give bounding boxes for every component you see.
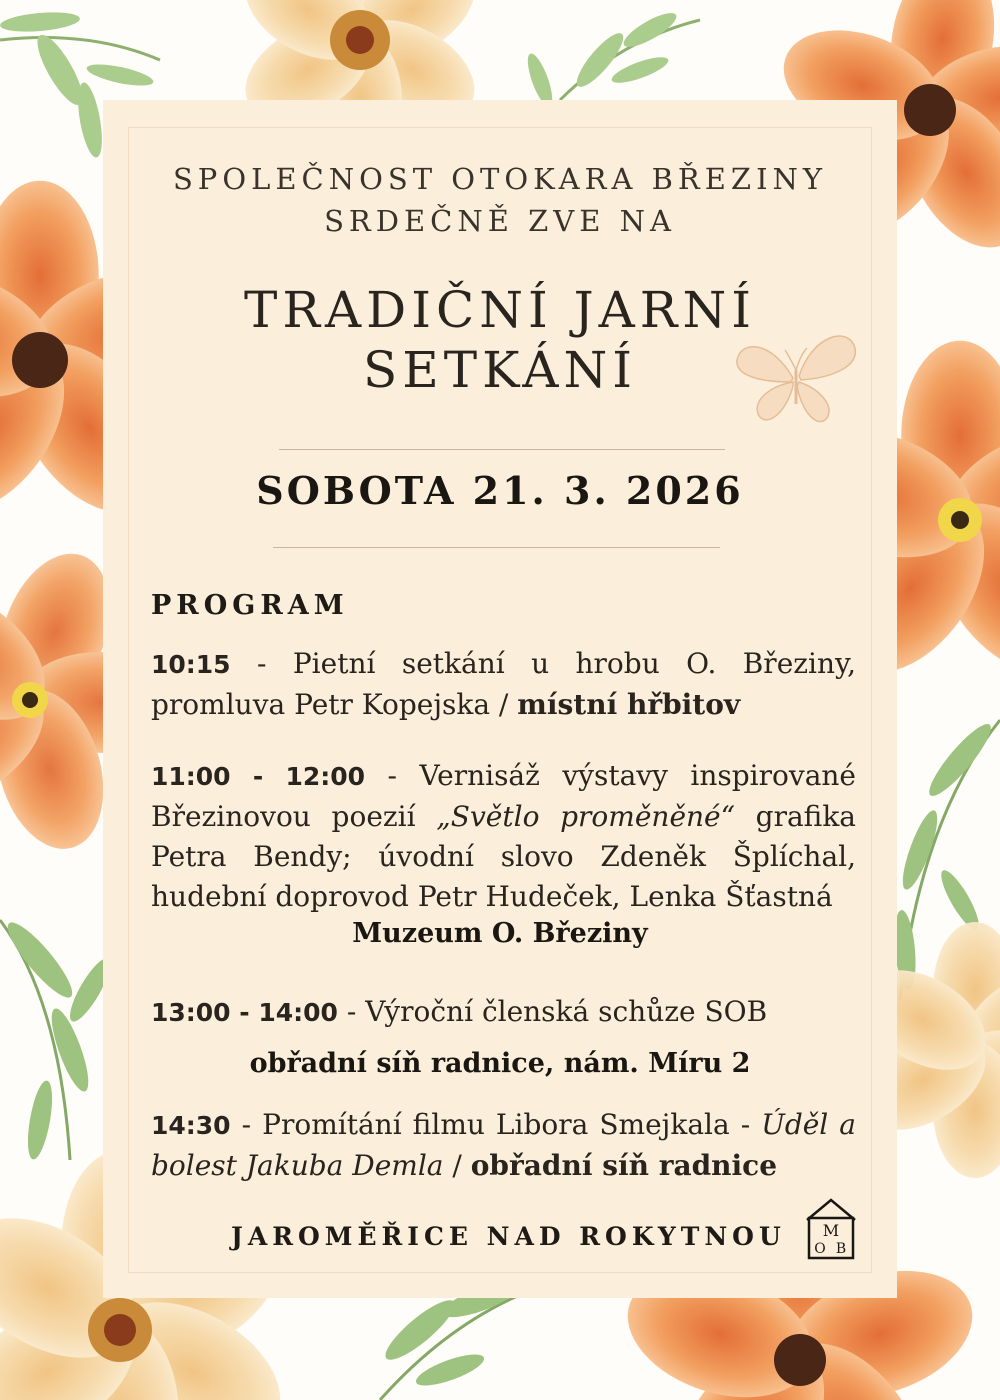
leaf-spray-left: [0, 916, 117, 1162]
program-item-3: [151, 992, 856, 1033]
program-item-text-after: grafika Petra Bendy; úvodní slovo Zdeněk Šplíchal, hudební doprovod Petr Hudeček, Lenka Šťastná: [151, 800, 856, 913]
program-item-time: 10:15: [151, 650, 231, 679]
program-item-time: 13:00 - 14:00: [151, 998, 338, 1027]
program-item-film-title: Úděl a bolest Jakuba Demla: [151, 1108, 856, 1182]
program-item-text: - Promítání filmu Libora Smejkala -: [241, 1108, 751, 1141]
program-item-2: [151, 756, 856, 917]
program-item-venue: místní hřbitov: [517, 688, 741, 721]
program-item-venue: obřadní síň radnice: [470, 1149, 778, 1182]
organizer-line-1: SPOLEČNOST OTOKARA BŘEZINY: [172, 162, 828, 196]
program-item-text: - Výroční členská schůze SOB: [346, 995, 768, 1028]
organizer-line-2: SRDEČNĚ ZVE NA: [324, 204, 676, 238]
logo-letter-b: B: [835, 1241, 847, 1257]
program-item-exhibition-title: „Světlo proměněné“: [436, 800, 735, 833]
leaf-spray-top-center: [523, 7, 700, 109]
divider-bottom: [273, 547, 720, 548]
event-date: SOBOTA 21. 3. 2026: [256, 468, 744, 513]
program-item-2-venue: Muzeum O. Březiny: [352, 918, 648, 949]
divider-top: [279, 449, 725, 450]
town-name: JAROMĚŘICE NAD ROKYTNOU: [231, 1222, 786, 1251]
sob-logo: [803, 1196, 859, 1262]
organizer-heading: [103, 158, 897, 242]
program-item-3-venue: obřadní síň radnice, nám. Míru 2: [249, 1048, 751, 1079]
logo-letter-m: M: [822, 1221, 840, 1240]
program-item-1: [151, 644, 856, 725]
program-item-text: - Vernisáž výstavy inspirované Březinovou poezií: [151, 759, 856, 833]
program-item-text: - Pietní setkání u hrobu O. Březiny, promluva Petr Kopejska /: [151, 647, 857, 721]
program-heading: PROGRAM: [151, 590, 349, 621]
butterfly-icon: [731, 320, 861, 435]
program-item-time: 11:00 - 12:00: [151, 762, 366, 791]
program-item-4: [151, 1105, 856, 1186]
logo-letter-o: O: [814, 1241, 826, 1257]
invitation-content: [103, 100, 897, 1298]
event-title-line-2: SETKÁNÍ: [362, 341, 638, 399]
event-title-line-1: TRADIČNÍ JARNÍ: [244, 281, 756, 339]
program-item-separator: /: [452, 1149, 462, 1182]
program-item-time: 14:30: [151, 1111, 231, 1140]
